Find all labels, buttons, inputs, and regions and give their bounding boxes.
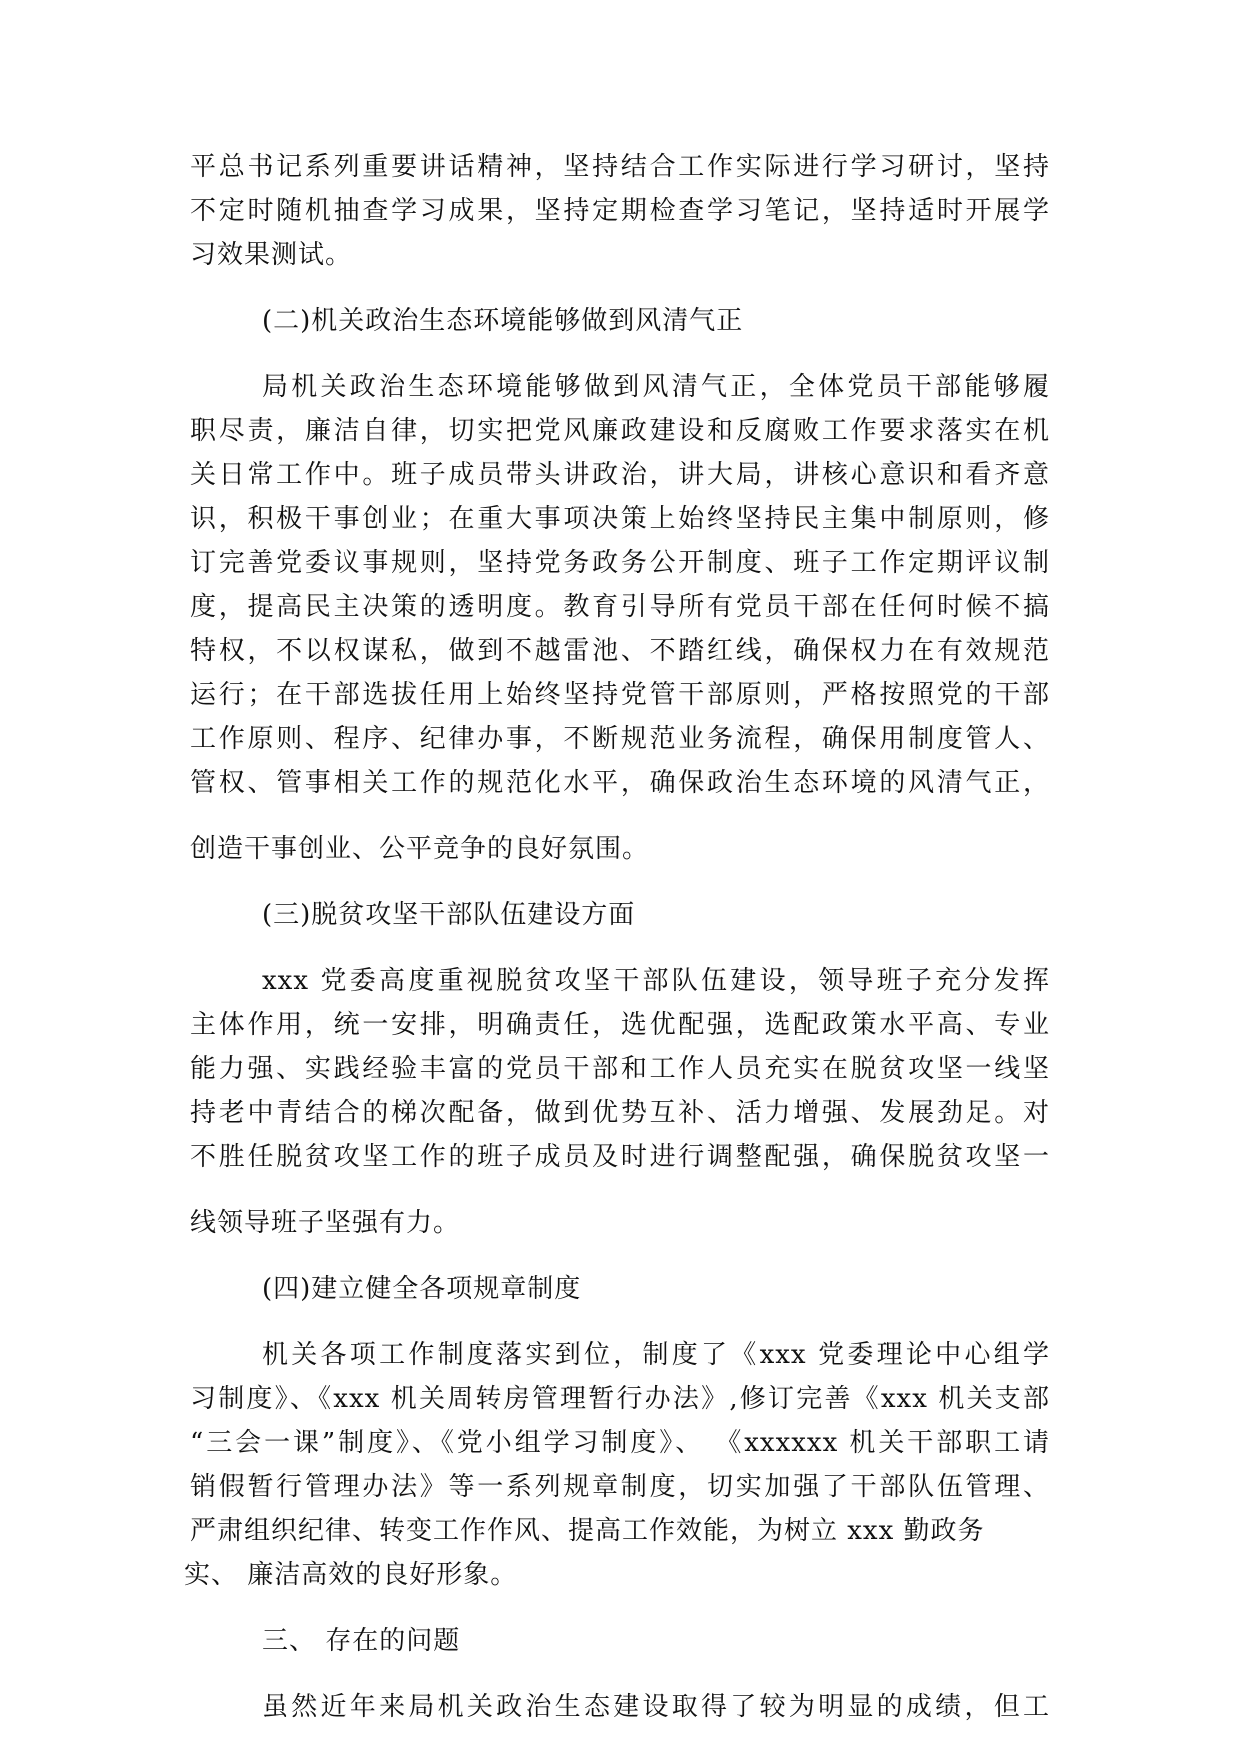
- paragraph-poverty-cadres: [190, 959, 1050, 1245]
- text-line: 严肃组织纪律、转变工作作风、提高工作效能，为树立 xxx 勤政务: [190, 1516, 985, 1546]
- paragraph-political-ecology: [190, 365, 1050, 871]
- text-line: 实、 廉洁高效的良好形象。: [184, 1560, 518, 1590]
- paragraph-problems: [190, 1685, 1050, 1729]
- text-line: 持老中青结合的梯次配备，做到优势互补、活力增强、发展劲足。对: [190, 1098, 1050, 1128]
- text-line: 管权、管事相关工作的规范化水平，确保政治生态环境的风清气正，: [190, 768, 1050, 798]
- text-line: 机关各项工作制度落实到位，制度了《xxx 党委理论中心组学: [262, 1340, 1050, 1370]
- text-line: 职尽责，廉洁自律，切实把党风廉政建设和反腐败工作要求落实在机: [190, 416, 1050, 446]
- text-line: 虽然近年来局机关政治生态建设取得了较为明显的成绩，但工: [262, 1692, 1050, 1722]
- text-line: 习制度》、《xxx 机关周转房管理暂行办法》,修订完善《xxx 机关支部: [190, 1384, 1050, 1414]
- text-line: 识，积极干事创业；在重大事项决策上始终坚持民主集中制原则，修: [190, 504, 1050, 534]
- section-heading-regulations: (四)建立健全各项规章制度: [262, 1274, 582, 1304]
- section-heading-poverty-cadres: (三)脱贫攻坚干部队伍建设方面: [262, 900, 636, 930]
- text-line: 能力强、实践经验丰富的党员干部和工作人员充实在脱贫攻坚一线坚: [190, 1054, 1050, 1084]
- section-heading-problems: 三、 存在的问题: [262, 1626, 461, 1656]
- paragraph-study-practice: [190, 145, 1050, 277]
- document-body: [184, 145, 1050, 1729]
- text-line: 线领导班子坚强有力。: [190, 1208, 461, 1238]
- text-line: 销假暂行管理办法》等一系列规章制度，切实加强了干部队伍管理、: [190, 1472, 1050, 1502]
- text-line: 工作原则、程序、纪律办事，不断规范业务流程，确保用制度管人、: [190, 724, 1050, 754]
- text-line: 订完善党委议事规则，坚持党务政务公开制度、班子工作定期评议制: [190, 548, 1050, 578]
- text-line: xxx 党委高度重视脱贫攻坚干部队伍建设，领导班子充分发挥: [262, 966, 1050, 996]
- paragraph-regulations: [184, 1333, 1050, 1597]
- text-line: 特权，不以权谋私，做到不越雷池、不踏红线，确保权力在有效规范: [190, 636, 1050, 666]
- text-line: 度，提高民主决策的透明度。教育引导所有党员干部在任何时候不搞: [190, 592, 1050, 622]
- text-line: 局机关政治生态环境能够做到风清气正，全体党员干部能够履: [262, 372, 1050, 402]
- text-line: 关日常工作中。班子成员带头讲政治，讲大局，讲核心意识和看齐意: [190, 460, 1050, 490]
- text-line: 习效果测试。: [190, 240, 353, 270]
- text-line: 运行；在干部选拔任用上始终坚持党管干部原则，严格按照党的干部: [190, 680, 1050, 710]
- text-line: 主体作用，统一安排，明确责任，选优配强，选配政策水平高、专业: [190, 1010, 1050, 1040]
- text-line: 创造干事创业、公平竞争的良好氛围。: [190, 834, 650, 864]
- text-line: “三会一课”制度》、《党小组学习制度》、 《xxxxxx 机关干部职工请: [190, 1428, 1050, 1458]
- section-heading-political-ecology: (二)机关政治生态环境能够做到风清气正: [262, 306, 744, 336]
- text-line: 不胜任脱贫攻坚工作的班子成员及时进行调整配强，确保脱贫攻坚一: [190, 1142, 1050, 1172]
- text-line: 平总书记系列重要讲话精神，坚持结合工作实际进行学习研讨，坚持: [190, 152, 1050, 182]
- text-line: 不定时随机抽查学习成果，坚持定期检查学习笔记，坚持适时开展学: [190, 196, 1050, 226]
